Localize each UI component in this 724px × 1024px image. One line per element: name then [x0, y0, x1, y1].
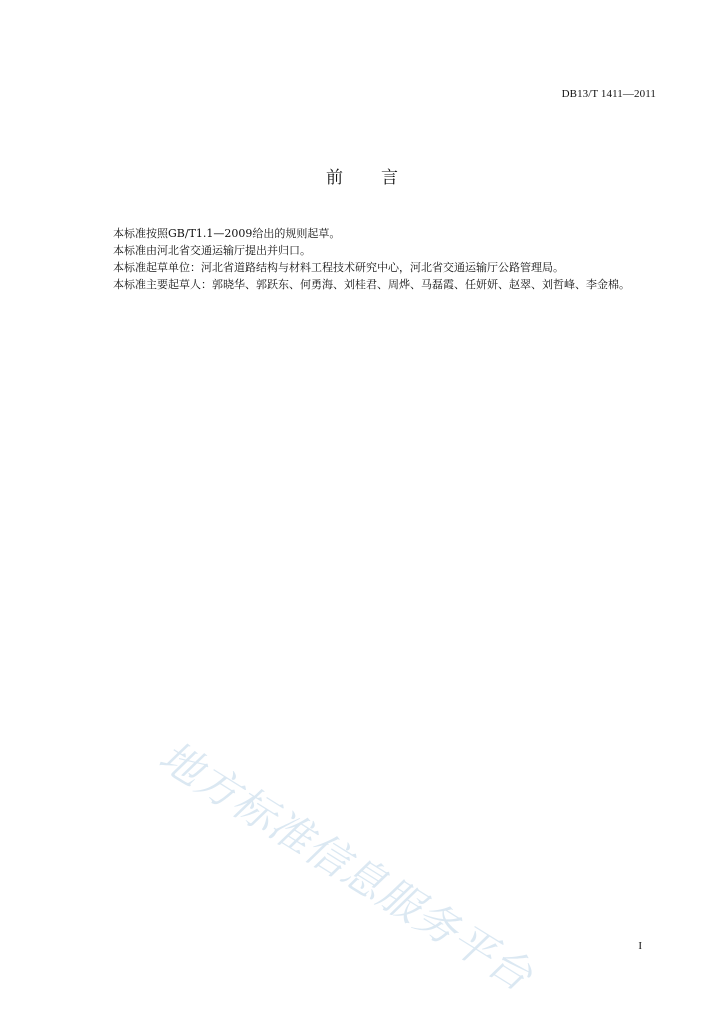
paragraph-proposer: 本标准由河北省交通运输厅提出并归口。 [113, 244, 311, 257]
heading-char: 言 [381, 168, 398, 188]
page-number: I [638, 940, 642, 952]
document-code: DB13/T 1411—2011 [561, 88, 656, 100]
heading-char: 前 [326, 168, 343, 188]
foreword-heading [0, 163, 724, 188]
paragraph-drafters: 本标准主要起草人：郭晓华、郭跃东、何勇海、刘桂君、周烨、马磊霞、任妍妍、赵翠、刘哲峰、李金棉。 [113, 278, 630, 291]
watermark: 地方标准信息服务平台 [150, 731, 542, 1001]
foreword-body [85, 225, 661, 293]
paragraph-drafting-rules: 本标准按照GB/T1.1—2009给出的规则起草。 [113, 227, 341, 240]
paragraph-drafting-units: 本标准起草单位：河北省道路结构与材料工程技术研究中心，河北省交通运输厅公路管理局。 [113, 261, 564, 274]
